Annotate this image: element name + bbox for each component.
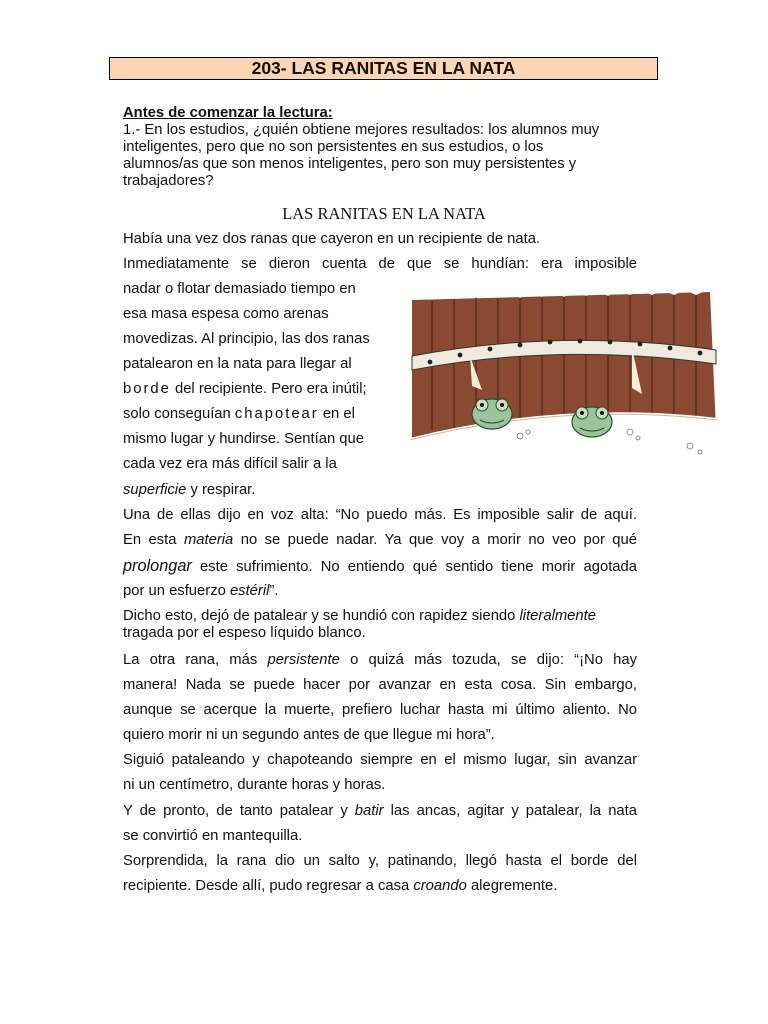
story-line: quiero morir ni un segundo antes de que llegue mi hora”.: [123, 727, 495, 743]
story-line: esa masa espesa como arenas: [123, 306, 329, 322]
story-line: aunque se acerque la muerte, prefiero luchar hasta mi último aliento. No: [123, 702, 637, 718]
story-line: Siguió pataleando y chapoteando siempre en el mismo lugar, sin avanzar: [123, 752, 637, 768]
story-line: nadar o flotar demasiado tiempo en: [123, 281, 356, 297]
pre-reading-question-line: inteligentes, pero que no son persistentes en sus estudios, o los: [123, 139, 544, 155]
story-line: ni un centímetro, durante horas y horas.: [123, 777, 386, 793]
story-line: [123, 406, 393, 422]
story-line: Sorprendida, la rana dio un salto y, patinando, llegó hasta el borde del: [123, 853, 637, 869]
story-line: movedizas. Al principio, las dos ranas: [123, 331, 370, 347]
story-text: o quizá más tozuda, se dijo: “¡No hay: [339, 652, 637, 668]
story-text: en el: [318, 406, 355, 422]
story-line: [123, 608, 637, 624]
story-line: [123, 557, 637, 576]
italic-word: superficie: [123, 482, 187, 498]
story-line: [123, 878, 637, 894]
story-text: no se puede nadar. Ya que voy a morir no veo por qué: [233, 532, 637, 548]
pre-reading-question-line: alumnos/as que son menos inteligentes, pero son muy persistentes y: [123, 156, 577, 172]
story-line: [123, 583, 637, 599]
story-title: [0, 204, 768, 224]
italic-word: persistente: [267, 652, 340, 668]
story-line: tragada por el espeso líquido blanco.: [123, 625, 366, 641]
story-line: se convirtió en mantequilla.: [123, 828, 303, 844]
story-text: por un esfuerzo: [123, 583, 230, 599]
story-line: [123, 381, 393, 397]
story-line: [123, 652, 637, 668]
story-line: Había una vez dos ranas que cayeron en un recipiente de nata.: [123, 231, 541, 247]
story-text: Dicho esto, dejó de patalear y se hundió con rapidez siendo: [123, 608, 520, 624]
story-line: mismo lugar y hundirse. Sentían que: [123, 431, 364, 447]
pre-reading-question-line: trabajadores?: [123, 173, 214, 189]
story-text: recipiente. Desde allí, pudo regresar a casa: [123, 878, 414, 894]
story-line: cada vez era más difícil salir a la: [123, 456, 337, 472]
story-text: alegremente.: [466, 878, 558, 894]
pre-reading-heading: Antes de comenzar la lectura:: [123, 105, 333, 121]
pre-reading-question-line: 1.- En los estudios, ¿quién obtiene mejores resultados: los alumnos muy: [123, 122, 600, 138]
story-line: patalearon en la nata para llegar al: [123, 356, 352, 372]
spaced-word: chapotear: [234, 406, 319, 422]
story-line: Inmediatamente se dieron cuenta de que se hundían: era imposible: [123, 256, 637, 272]
story-line: manera! Nada se puede hacer por avanzar en esta cosa. Sin embargo,: [123, 677, 637, 693]
page-title: 203- LAS RANITAS EN LA NATA: [109, 57, 658, 80]
story-text: ”.: [269, 583, 279, 599]
story-line: Una de ellas dijo en voz alta: “No puedo más. Es imposible salir de aquí.: [123, 507, 637, 523]
story-text: solo conseguían: [123, 406, 235, 422]
story-line: [123, 482, 393, 498]
frog-left: [472, 399, 512, 429]
italic-word: literalmente: [519, 608, 596, 624]
italic-word: estéril: [229, 583, 270, 599]
story-line: [123, 803, 637, 819]
story-line: [123, 532, 637, 548]
story-title-text: LAS RANITAS EN LA NATA: [282, 204, 486, 223]
story-text: las ancas, agitar y patalear, la nata: [383, 803, 637, 819]
italic-word: batir: [354, 803, 384, 819]
story-text: del recipiente. Pero era inútil;: [170, 381, 367, 397]
spaced-word: borde: [123, 381, 171, 397]
story-text: En esta: [123, 532, 184, 548]
italic-word: croando: [413, 878, 467, 894]
italic-word: materia: [183, 532, 234, 548]
frog-right: [572, 407, 612, 437]
story-text: y respirar.: [186, 482, 256, 498]
italic-word: prolongar: [123, 557, 192, 575]
pre-reading-section: [123, 105, 643, 190]
story-text: este sufrimiento. No entiendo qué sentido tiene morir agotada: [191, 559, 637, 575]
story-text: Y de pronto, de tanto patalear y: [123, 803, 355, 819]
frogs-in-cream-illustration: [410, 290, 718, 464]
story-text: La otra rana, más: [123, 652, 268, 668]
